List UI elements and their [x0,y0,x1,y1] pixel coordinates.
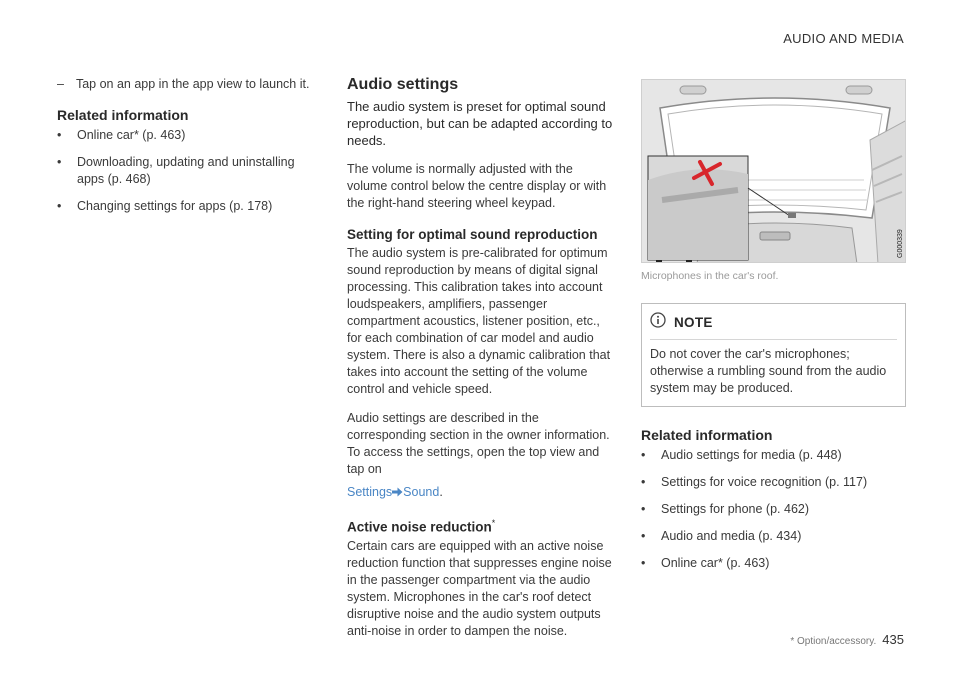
info-icon [650,312,666,333]
related-link[interactable]: • Audio settings for media (p. 448) [641,448,842,462]
column-left [57,76,322,225]
arrow-right-icon [392,485,403,499]
image-code-label: G000339 [897,229,904,258]
volume-paragraph: The volume is normally adjusted with the volume control below the centre display or with the right-hand steering wheel keypad. [347,162,607,210]
bullet-icon: • [641,448,646,462]
related-list [57,127,322,215]
related-link[interactable]: • Changing settings for apps (p. 178) [57,199,273,213]
noise-reduction-paragraph: Certain cars are equipped with an active noise reduction function that suppresses engine noise in the passenger compartment via the audio system. Microphones in the car's roof detect disruptive noise and the audio system outputs anti-noise in order to dampen the noise. [347,538,612,638]
section-header: AUDIO AND MEDIA [783,31,904,46]
related-information-heading: Related information [57,107,189,123]
note-text: Do not cover the car's microphones; otherwise a rumbling sound from the audio system may be produced. [650,339,897,397]
column-right [641,79,907,582]
instruction-step [57,76,322,93]
bullet-icon: • [57,199,62,213]
note-title: NOTE [674,315,713,330]
bullet-icon: • [641,556,646,570]
access-settings-paragraph: Audio settings are described in the corresponding section in the owner information. To access the settings, open the top view and tap on [347,411,610,476]
related-link[interactable]: • Audio and media (p. 434) [641,529,802,543]
active-noise-heading: Active noise reduction* [347,518,496,535]
settings-path: Settings Sound. [347,485,443,499]
related-information-heading: Related information [641,427,773,443]
related-link[interactable]: • Downloading, updating and uninstalling apps (p. 468) [57,155,295,186]
option-asterisk: * [491,518,496,528]
related-link[interactable]: • Online car* (p. 463) [641,556,770,570]
instruction-text: Tap on an app in the app view to launch it. [75,77,310,91]
note-header [650,312,897,333]
optimal-sound-heading: Setting for optimal sound reproduction [347,227,598,242]
settings-menu-link[interactable]: Settings [347,485,393,499]
bullet-icon: • [641,475,646,489]
roof-microphones-image [641,79,906,263]
page-title: Audio settings [347,76,459,93]
related-link[interactable]: • Online car* (p. 463) [57,128,186,142]
related-link[interactable]: • Settings for phone (p. 462) [641,502,810,516]
related-link[interactable]: • Settings for voice recognition (p. 117) [641,475,868,489]
page-footer [790,632,904,647]
figure-caption: Microphones in the car's roof. [641,270,779,282]
bullet-icon: • [57,128,62,142]
bullet-icon: • [641,529,646,543]
note-box [641,303,906,407]
sound-menu-link[interactable]: Sound [403,485,440,499]
column-middle [347,76,615,652]
calibration-paragraph: The audio system is pre-calibrated for optimum sound reproduction by means of digital signal processing. This calibration takes into account loudspeakers, amplifiers, passenger compartment acoustics, listener position, etc., for each combination of car model and audio system. There is also a dynamic calibration that takes into account the setting of the volume control and vehicle speed. [347,246,611,396]
dash-marker: – [57,77,64,91]
car-roof-illustration [642,80,906,263]
related-list [641,447,907,572]
page-number: 435 [882,632,904,647]
bullet-icon: • [641,502,646,516]
intro-text: The audio system is preset for optimal sound reproduction, but can be adapted according to needs. [347,99,613,148]
footnote: * Option/accessory. [790,636,877,647]
bullet-icon: • [57,155,62,169]
